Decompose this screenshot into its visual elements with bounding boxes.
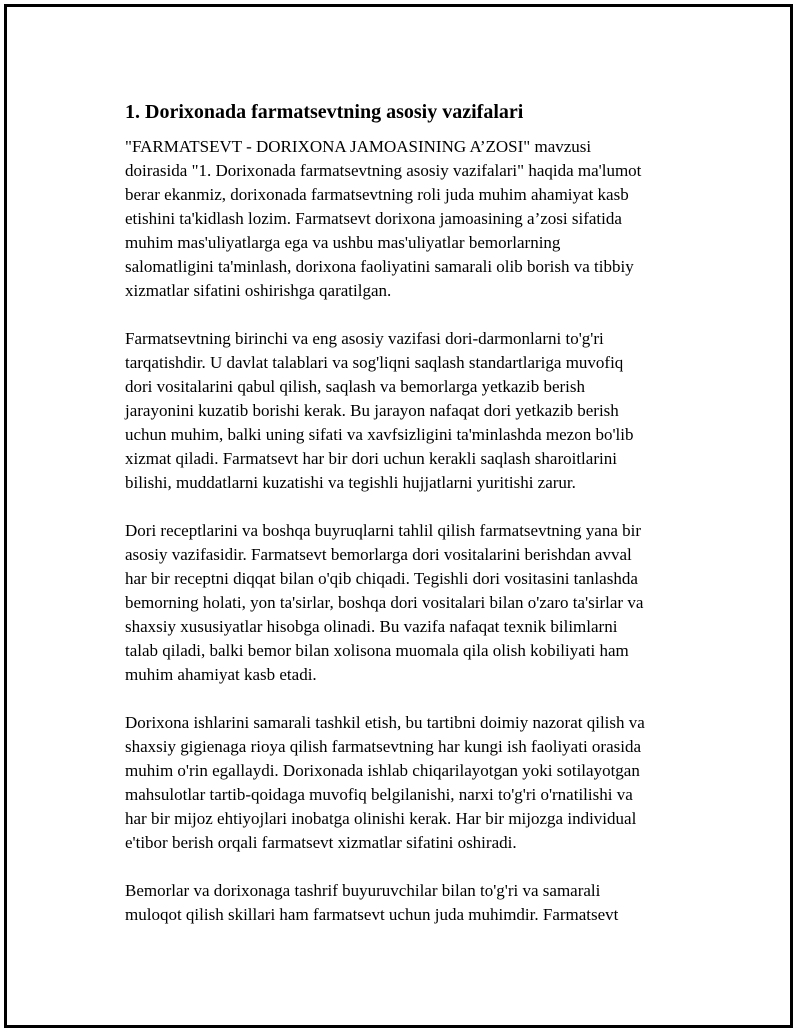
text-line: talab qiladi, balki bemor bilan xolisona muomala qila olish kobiliyati ham <box>125 641 629 660</box>
text-line: shaxsiy gigienaga rioya qilish farmatsevtning har kungi ish faoliyati orasida <box>125 737 642 756</box>
paragraph <box>125 519 705 687</box>
text-line: e'tibor berish orqali farmatsevt xizmatlar sifatini oshiradi. <box>125 833 517 852</box>
paragraph <box>125 711 705 855</box>
text-line: mahsulotlar tartib-qoidaga muvofiq belgilanishi, narxi to'g'ri o'rnatilishi va <box>125 785 633 804</box>
text-line: etishini ta'kidlash lozim. Farmatsevt dorixona jamoasining a’zosi sifatida <box>125 209 622 228</box>
text-line: bemorning holati, yon ta'sirlar, boshqa dori vositalari bilan o'zaro ta'sirlar va <box>125 593 644 612</box>
paragraph <box>125 135 705 303</box>
page-frame <box>4 4 793 1028</box>
text-line: berar ekanmiz, dorixonada farmatsevtning roli juda muhim ahamiyat kasb <box>125 185 629 204</box>
text-line: Dori receptlarini va boshqa buyruqlarni tahlil qilish farmatsevtning yana bir <box>125 521 641 540</box>
paragraph <box>125 327 705 495</box>
text-line: uchun muhim, balki uning sifati va xavfsizligini ta'minlashda mezon bo'lib <box>125 425 634 444</box>
text-line: har bir mijoz ehtiyojlari inobatga olinishi kerak. Har bir mijozga individual <box>125 809 637 828</box>
text-line: muhim ahamiyat kasb etadi. <box>125 665 317 684</box>
text-line: Bemorlar va dorixonaga tashrif buyuruvchilar bilan to'g'ri va samarali <box>125 881 601 900</box>
text-line: bilishi, muddatlarni kuzatishi va tegishli hujjatlarni yuritishi zarur. <box>125 473 576 492</box>
document-body <box>125 99 705 951</box>
text-line: "FARMATSEVT - DORIXONA JAMOASINING A’ZOSI" mavzusi <box>125 137 592 156</box>
paragraph <box>125 879 705 927</box>
text-line: muloqot qilish skillari ham farmatsevt uchun juda muhimdir. Farmatsevt <box>125 905 619 924</box>
text-line: tarqatishdir. U davlat talablari va sog'liqni saqlash standartlariga muvofiq <box>125 353 624 372</box>
text-line: muhim o'rin egallaydi. Dorixonada ishlab chiqarilayotgan yoki sotilayotgan <box>125 761 640 780</box>
section-heading: 1. Dorixonada farmatsevtning asosiy vazifalari <box>125 101 524 123</box>
text-line: xizmat qiladi. Farmatsevt har bir dori uchun kerakli saqlash sharoitlarini <box>125 449 617 468</box>
text-line: salomatligini ta'minlash, dorixona faoliyatini samarali olib borish va tibbiy <box>125 257 634 276</box>
text-line: jarayonini kuzatib borishi kerak. Bu jarayon nafaqat dori yetkazib berish <box>125 401 619 420</box>
text-line: xizmatlar sifatini oshirishga qaratilgan. <box>125 281 392 300</box>
text-line: doirasida "1. Dorixonada farmatsevtning asosiy vazifalari" haqida ma'lumot <box>125 161 642 180</box>
text-line: muhim mas'uliyatlarga ega va ushbu mas'uliyatlar bemorlarning <box>125 233 561 252</box>
text-line: Dorixona ishlarini samarali tashkil etish, bu tartibni doimiy nazorat qilish va <box>125 713 645 732</box>
text-line: shaxsiy xususiyatlar hisobga olinadi. Bu vazifa nafaqat texnik bilimlarni <box>125 617 618 636</box>
text-line: Farmatsevtning birinchi va eng asosiy vazifasi dori-darmonlarni to'g'ri <box>125 329 604 348</box>
text-line: dori vositalarini qabul qilish, saqlash va bemorlarga yetkazib berish <box>125 377 585 396</box>
text-line: har bir receptni diqqat bilan o'qib chiqadi. Tegishli dori vositasini tanlashda <box>125 569 638 588</box>
text-line: asosiy vazifasidir. Farmatsevt bemorlarga dori vositalarini berishdan avval <box>125 545 632 564</box>
